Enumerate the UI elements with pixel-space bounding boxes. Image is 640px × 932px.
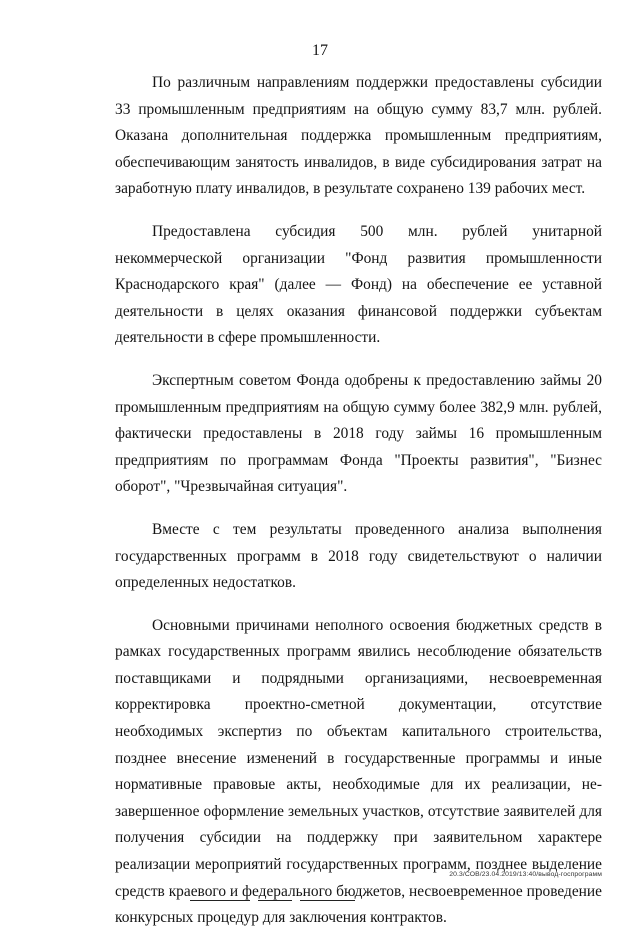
footer-document-code: 20.3/СОВ/23.04.2019/13:40/вывод-госпрограмм xyxy=(449,871,602,878)
paragraph-shortcomings: Вместе с тем результаты проведенного анализа выполнения государственных программ в 2018 году свидетельствуют о наличии определенных недостатков. xyxy=(115,520,602,592)
scan-edge-artifact xyxy=(0,896,640,905)
document-body xyxy=(115,70,602,932)
page-number: 17 xyxy=(312,42,328,59)
paragraph-subsidies: По различным направлениям поддержки предоставлены субсидии 33 промышленным предприятиям на общую сумму 83,7 млн. рублей. Оказана дополнительная поддержка промышленным предприятиям, обеспечивающим занятость инвалидов, в виде субсидирования затрат на заработную плату инвалидов, в результате сохранено 139 рабочих мест. xyxy=(115,74,602,198)
paragraph-reasons: Основными причинами неполного освоения бюджетных средств в рамках государственных программ явились несоблюдение обязательств поставщиками и подрядными организациями, несвоевременная корректировка проектно-сметной документации, отсутствие необходимых экспертиз по объектам капитального строительства, позднее внесение изменений в государственные программы и иные нормативные правовые акты, необходимые для их реализации, незавершенное оформление земельных участков, отсутствие заявителей для получения субсидии на поддержку при заявительном характере реализации мероприятий государственных программ, позднее выделение средств краевого и федерального бюджетов, несвоевременное проведение конкурсных процедур для заключения контрактов. xyxy=(115,616,602,927)
paragraph-fund-loans: Экспертным советом Фонда одобрены к предоставлению займы 20 промышленным предприятиям на общую сумму более 382,9 млн. рублей, фактически предоставлены в 2018 году займы 16 промышленным предприятиям по программам Фонда "Проекты развития", "Бизнес оборот", "Чрезвычайная ситуация". xyxy=(115,371,602,496)
paragraph-fund-subsidy: Предоставлена субсидия 500 млн. рублей унитарной некоммерческой организации "Фонд развития промышленности Краснодарского края" (далее — Фонд) на обеспечение ее уставной деятельности в целях оказания финансовой поддержки субъектам деятельности в сфере промышленности. xyxy=(115,222,602,347)
